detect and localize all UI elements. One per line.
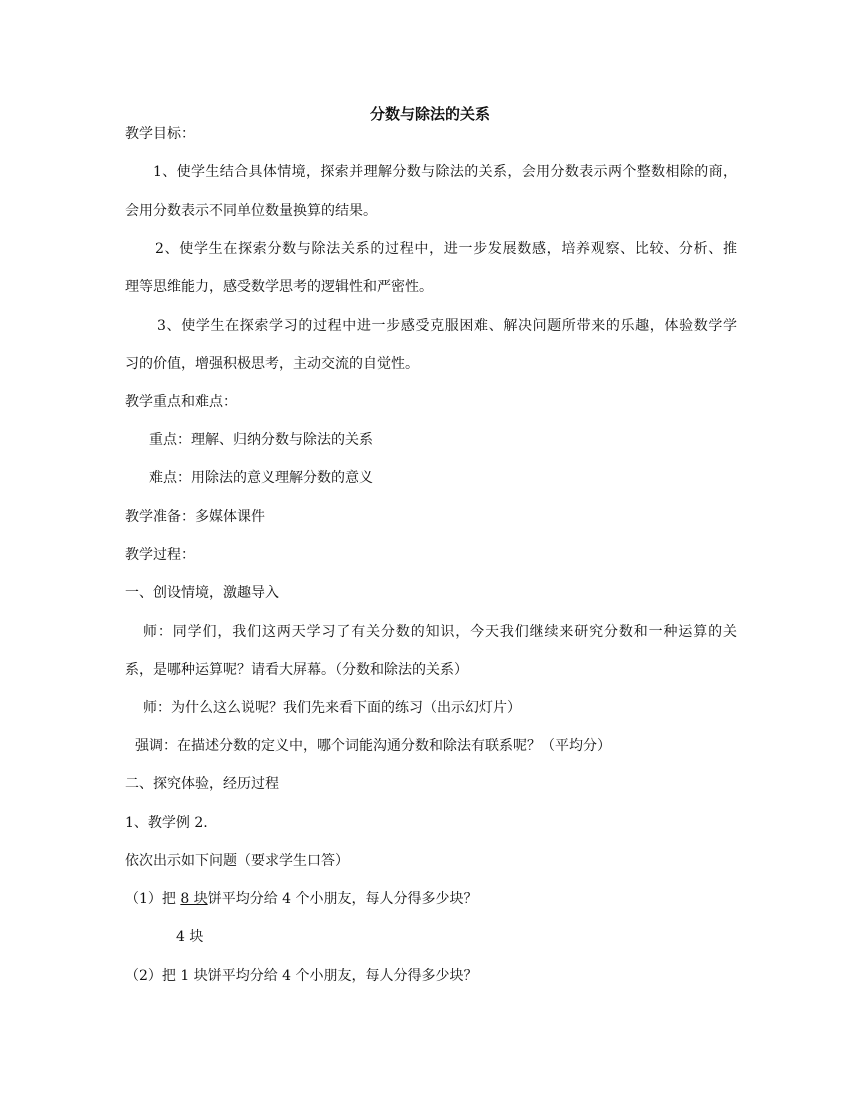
emphasis-note: 强调：在描述分数的定义中，哪个词能沟通分数和除法有联系呢？（平均分） (135, 738, 611, 754)
process-heading: 教学过程： (125, 547, 195, 563)
goal-1-line-2: 会用分数表示不同单位数量换算的结果。 (125, 203, 377, 219)
focus-difficulty: 难点：用除法的意义理解分数的意义 (149, 470, 373, 486)
question-1-underlined: 8 块 (180, 891, 208, 907)
teacher-remark-1-line-1: 师：同学们，我们这两天学习了有关分数的知识，今天我们继续来研究分数和一种运算的关 (143, 624, 737, 640)
focus-key-point: 重点：理解、归纳分数与除法的关系 (149, 432, 373, 448)
question-1-suffix: 饼平均分给 4 个小朋友，每人分得多少块？ (207, 891, 478, 907)
question-1-prefix: （1）把 (125, 891, 181, 907)
teaching-preparation: 教学准备：多媒体课件 (125, 509, 265, 525)
goal-3-line-2: 习的价值，增强积极思考，主动交流的自觉性。 (125, 356, 419, 372)
goal-3-line-1: 3、使学生在探索学习的过程中进一步感受克服困难、解决问题所带来的乐趣，体验数学学 (157, 318, 737, 334)
teacher-remark-1-line-2: 系，是哪种运算呢？请看大屏幕。（分数和除法的关系） (125, 662, 468, 678)
answer-1: 4 块 (176, 929, 204, 945)
question-2: （2）把 1 块饼平均分给 4 个小朋友，每人分得多少块？ (125, 968, 478, 984)
section-1-heading: 一、创设情境，激趣导入 (125, 585, 279, 601)
show-questions-note: 依次出示如下问题（要求学生口答） (125, 853, 349, 869)
teacher-remark-2: 师：为什么这么说呢？我们先来看下面的练习（出示幻灯片） (143, 700, 521, 716)
goal-2-line-1: 2、使学生在探索分数与除法关系的过程中，进一步发展数感，培养观察、比较、分析、推 (155, 241, 737, 257)
goals-heading: 教学目标： (125, 126, 195, 142)
goal-2-line-2: 理等思维能力，感受数学思考的逻辑性和严密性。 (125, 279, 433, 295)
page-title: 分数与除法的关系 (369, 105, 490, 123)
example-heading: 1、教学例 2. (125, 815, 208, 831)
focus-heading: 教学重点和难点： (125, 394, 237, 410)
goal-1-line-1: 1、使学生结合具体情境，探索并理解分数与除法的关系，会用分数表示两个整数相除的商， (153, 164, 737, 180)
question-1 (125, 890, 478, 908)
section-2-heading: 二、探究体验，经历过程 (125, 776, 279, 792)
